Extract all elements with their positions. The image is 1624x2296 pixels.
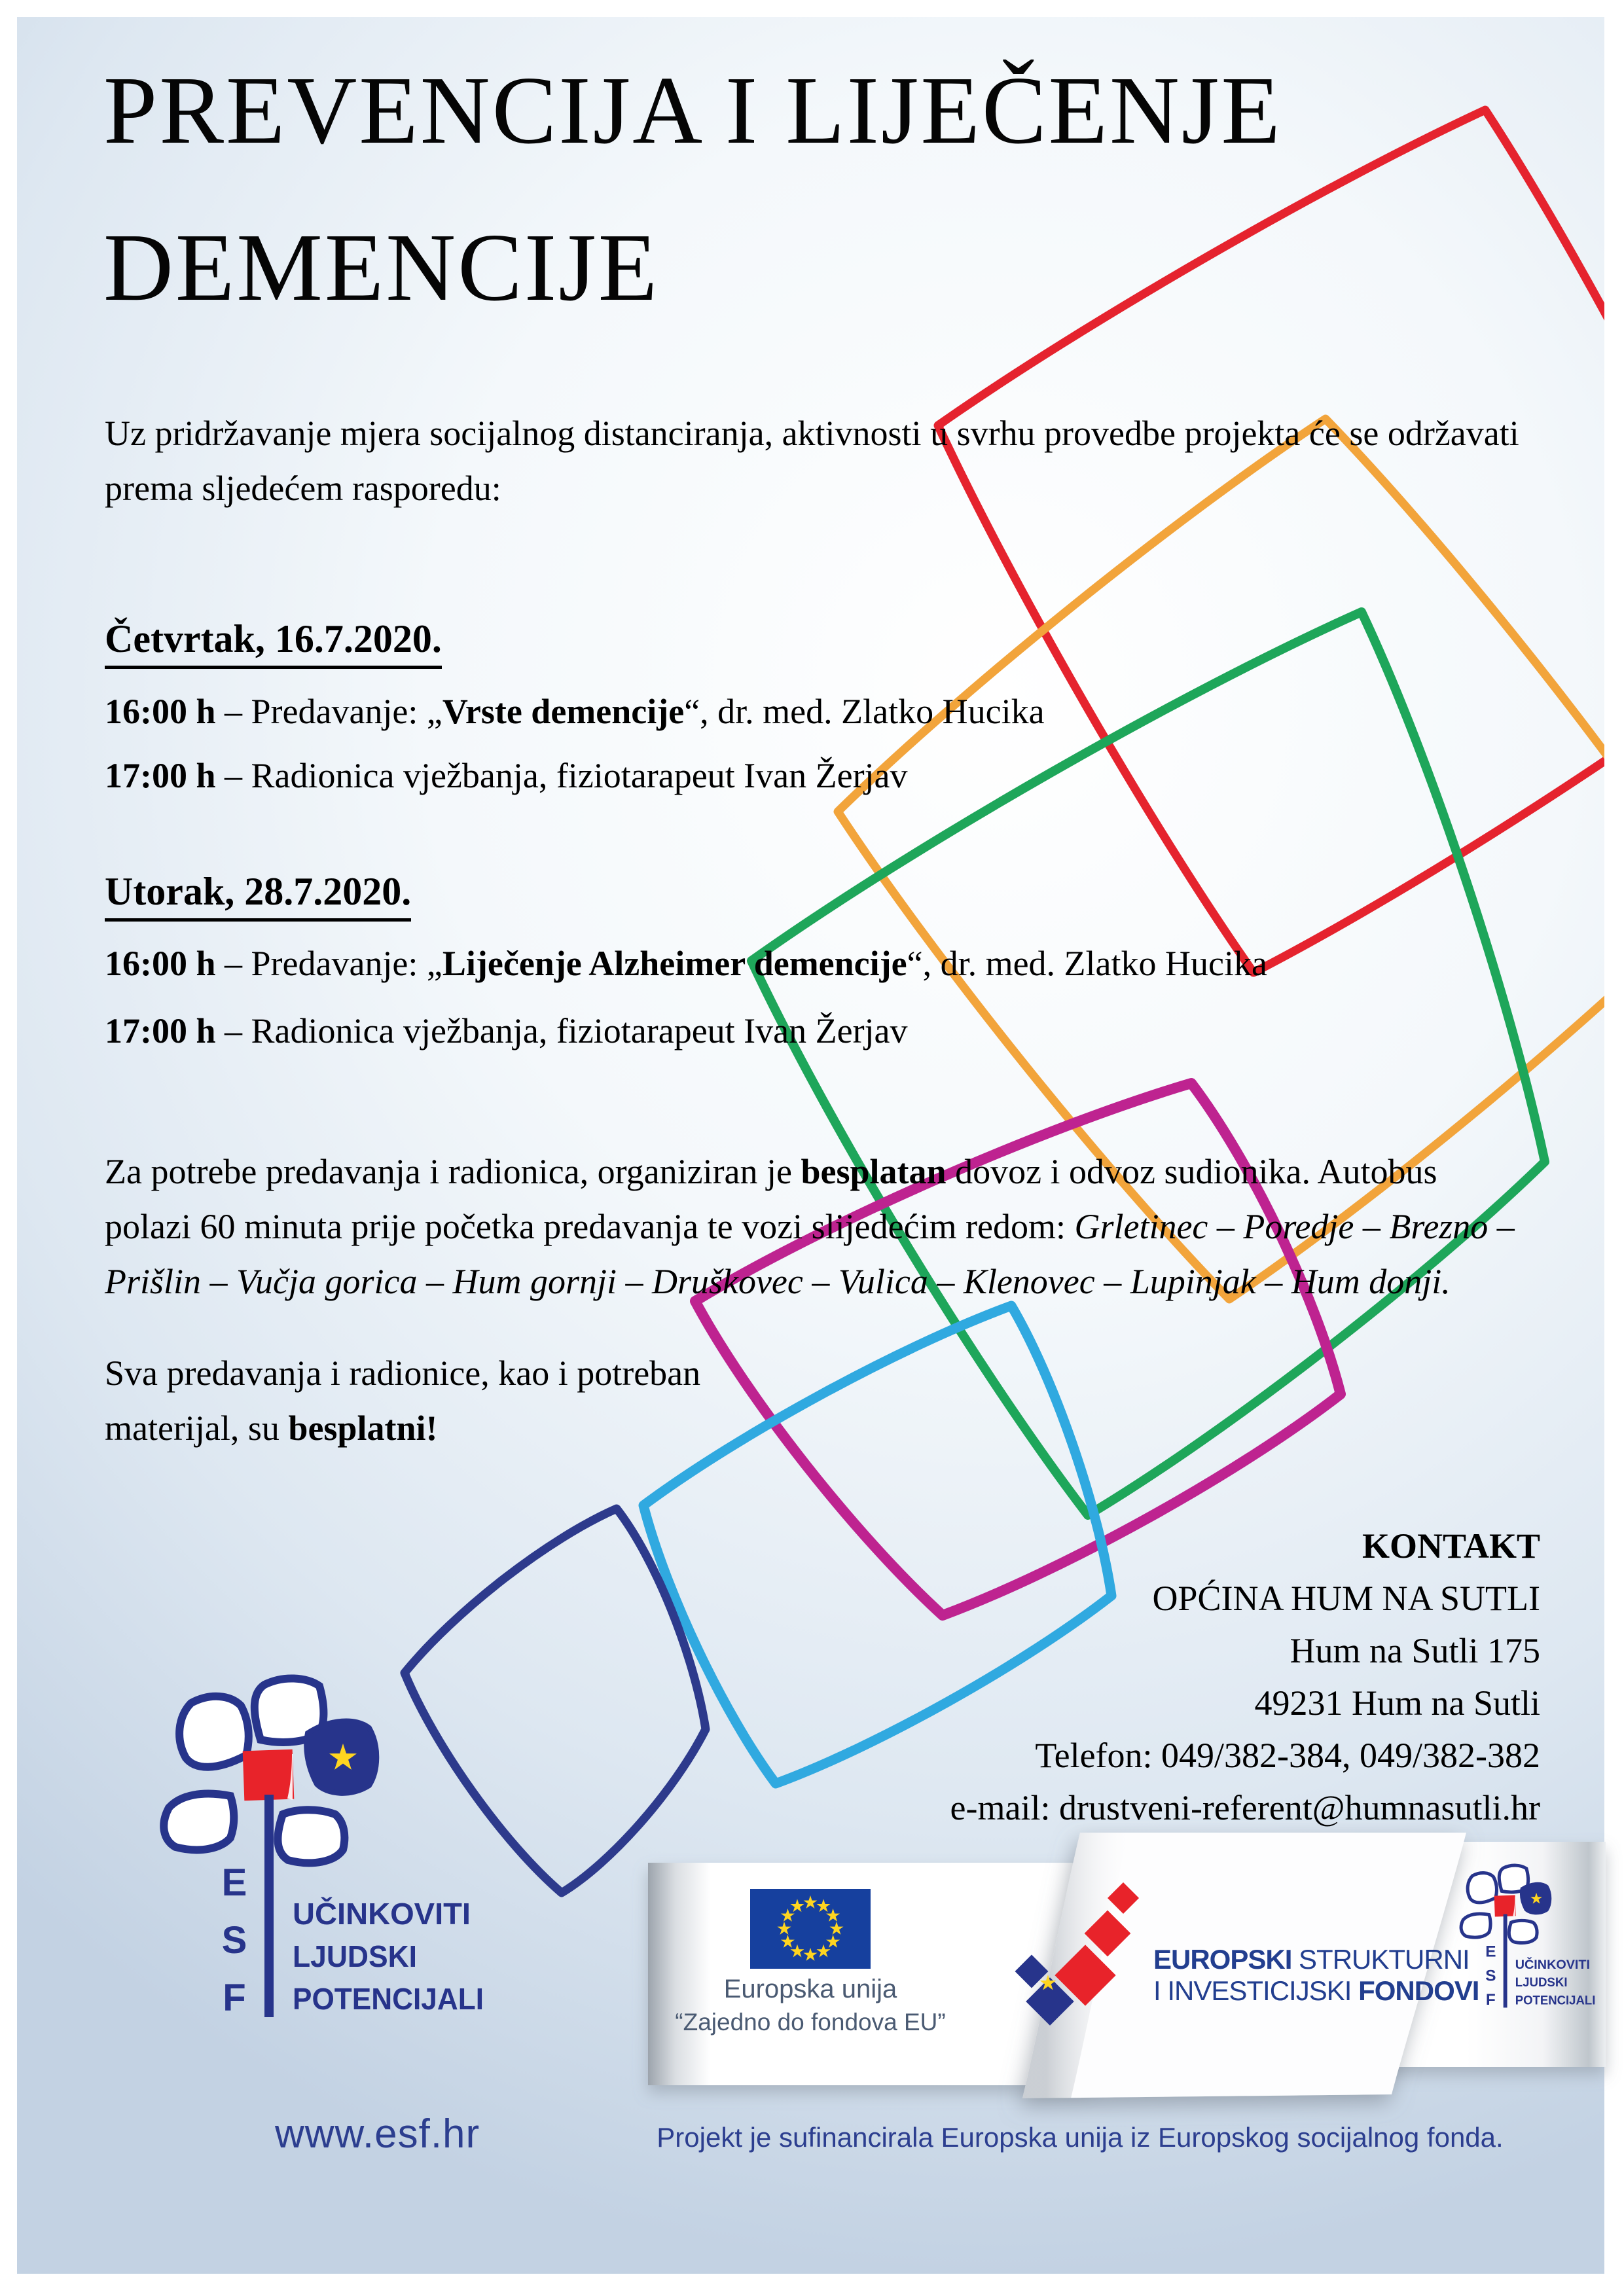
contact-org: OPĆINA HUM NA SUTLI: [1152, 1579, 1540, 1618]
esif-line1-rest: STRUKTURNI: [1291, 1944, 1470, 1975]
eu-logo-line2: “Zajedno do fondova EU”: [675, 2009, 946, 2036]
esif-line2-pre: I INVESTICIJSKI: [1153, 1975, 1359, 2006]
esf-logo-large: [164, 1678, 484, 2019]
schedule-text-pre: – Radionica vježbanja, fiziotarapeut Ivan Žerjav: [215, 756, 908, 795]
poster-title-line2: DEMENCIJE: [103, 214, 660, 321]
schedule-time: 17:00 h: [105, 1011, 216, 1050]
schedule-text-pre: – Predavanje: „: [215, 944, 442, 983]
schedule-text-pre: – Radionica vježbanja, fiziotarapeut Ivan Žerjav: [215, 1011, 908, 1050]
section-heading-tuesday: Utorak, 28.7.2020.: [105, 869, 411, 922]
schedule-text-post: “, dr. med. Zlatko Hucika: [684, 692, 1045, 731]
schedule-time: 16:00 h: [105, 692, 216, 731]
esif-text-line1: [1153, 1944, 1470, 1975]
intro-paragraph: Uz pridržavanje mjera socijalnog distanciranja, aktivnosti u svrhu provedbe projekta će se održavati prema sljedećem rasporedu:: [105, 414, 1519, 508]
schedule-time: 17:00 h: [105, 756, 216, 795]
transport-bold: besplatan: [801, 1152, 947, 1191]
poster-title-line1: PREVENCIJA I LIJEČENJE: [103, 57, 1282, 164]
eu-logo-line1: Europska unija: [723, 1975, 897, 2003]
contact-phone: Telefon: 049/382-384, 049/382-382: [1035, 1736, 1540, 1775]
schedule-text-bold: Vrste demencije: [442, 692, 685, 731]
transport-pre: Za potrebe predavanja i radionica, organiziran je: [105, 1152, 801, 1191]
esif-line2-bold: FONDOVI: [1358, 1975, 1479, 2006]
free-note-pre: Sva predavanja i radionice, kao i potreban materijal, su: [105, 1354, 701, 1448]
schedule-text-bold: Liječenje Alzheimer demencije: [442, 944, 907, 983]
contact-email: e-mail: drustveni-referent@humnasutli.hr: [950, 1788, 1540, 1827]
esif-text-line2: [1153, 1975, 1479, 2006]
schedule-text-post: “, dr. med. Zlatko Hucika: [907, 944, 1267, 983]
contact-address: Hum na Sutli 175: [1290, 1631, 1540, 1670]
free-note-bold: besplatni!: [288, 1408, 438, 1448]
transport-route: Grletinec – Poredje – Brezno – Prišlin – Vučja gorica – Hum gornji – Druškovec – Vulica – Klenovec – Lupinjak – Hum donji.: [105, 1207, 1515, 1301]
transport-mid: dovoz i odvoz sudionika. Autobus polazi 60 minuta prije početka predavanja te vozi slijedećim redom:: [105, 1152, 1437, 1246]
contact-city: 49231 Hum na Sutli: [1254, 1683, 1540, 1723]
schedule-time: 16:00 h: [105, 944, 216, 983]
footer-url: www.esf.hr: [275, 2111, 480, 2157]
contact-heading: KONTAKT: [1362, 1526, 1540, 1566]
footer-note: Projekt je sufinancirala Europska unija iz Europskog socijalnog fonda.: [657, 2122, 1504, 2153]
section-heading-thursday: Četvrtak, 16.7.2020.: [105, 617, 442, 669]
schedule-text-pre: – Predavanje: „: [215, 692, 442, 731]
esif-line1-bold: EUROPSKI: [1153, 1944, 1292, 1975]
